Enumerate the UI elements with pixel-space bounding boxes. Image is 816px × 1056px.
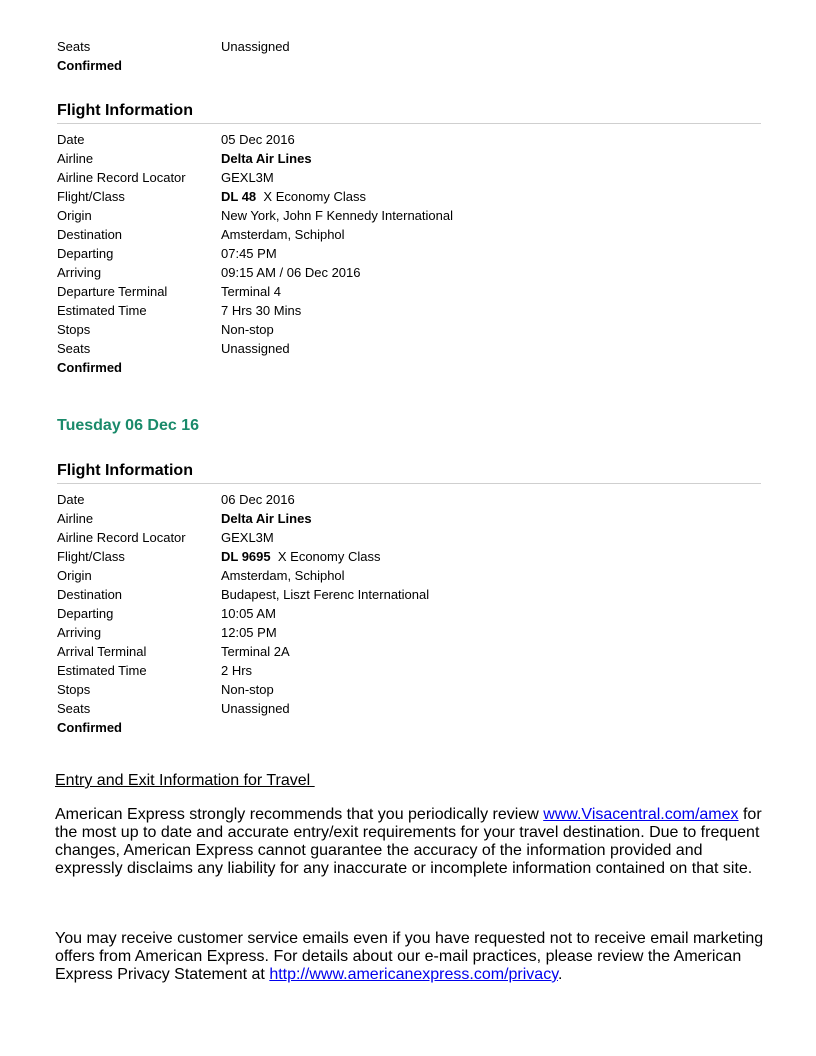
destination-label: Destination	[57, 587, 123, 602]
entry-exit-heading: Entry and Exit Information for Travel	[55, 772, 315, 789]
terminal-row	[57, 282, 761, 301]
departing-row	[57, 244, 761, 263]
arriving-value: 09:15 AM / 06 Dec 2016	[221, 265, 361, 280]
confirmed-status: Confirmed	[57, 360, 122, 375]
arriving-label: Arriving	[57, 265, 102, 280]
origin-value: Amsterdam, Schiphol	[221, 568, 345, 583]
flight-class-label: Flight/Class	[57, 549, 125, 564]
departing-label: Departing	[57, 246, 114, 261]
airline-label: Airline	[57, 511, 94, 526]
record-locator-row	[57, 168, 761, 187]
date-label: Date	[57, 492, 85, 507]
stops-value: Non-stop	[221, 322, 274, 337]
terminal-value: Terminal 4	[221, 284, 281, 299]
origin-row	[57, 566, 761, 585]
flight-class-value	[221, 547, 380, 566]
privacy-paragraph	[55, 930, 765, 984]
departing-value: 07:45 PM	[221, 246, 277, 261]
terminal-label: Arrival Terminal	[57, 644, 147, 659]
previous-flight-tail	[57, 37, 761, 75]
estimated-time-label: Estimated Time	[57, 303, 147, 318]
flight-class-row	[57, 187, 761, 206]
seats-label: Seats	[57, 39, 91, 54]
seats-row	[57, 37, 761, 56]
estimated-time-row	[57, 301, 761, 320]
privacy-link[interactable]: http://www.americanexpress.com/privacy	[269, 966, 558, 983]
flight-number: DL 9695	[221, 549, 271, 564]
destination-value: Amsterdam, Schiphol	[221, 227, 345, 242]
arriving-row	[57, 263, 761, 282]
flight-class-value	[221, 187, 366, 206]
record-locator-value: GEXL3M	[221, 170, 274, 185]
origin-label: Origin	[57, 568, 92, 583]
privacy-text-start: You may receive customer service emails even if you have requested not to receive email marketing offers from American Express. For details about our e-mail practices, please review the American Express Privacy Statement at	[55, 930, 764, 983]
departing-value: 10:05 AM	[221, 606, 276, 621]
origin-label: Origin	[57, 208, 92, 223]
stops-row	[57, 680, 761, 699]
flight-class-label: Flight/Class	[57, 189, 125, 204]
estimated-time-label: Estimated Time	[57, 663, 147, 678]
destination-row	[57, 585, 761, 604]
estimated-time-value: 7 Hrs 30 Mins	[221, 303, 302, 318]
stops-label: Stops	[57, 322, 91, 337]
airline-label: Airline	[57, 151, 94, 166]
flight-class-row	[57, 547, 761, 566]
day-heading: Tuesday 06 Dec 16	[57, 417, 200, 434]
arriving-label: Arriving	[57, 625, 102, 640]
seats-row	[57, 699, 761, 718]
flight-information-1	[57, 101, 761, 377]
seats-value: Unassigned	[221, 341, 290, 356]
terminal-label: Departure Terminal	[57, 284, 168, 299]
arriving-row	[57, 623, 761, 642]
stops-label: Stops	[57, 682, 91, 697]
stops-row	[57, 320, 761, 339]
record-locator-label: Airline Record Locator	[57, 170, 186, 185]
departing-row	[57, 604, 761, 623]
seats-value: Unassigned	[221, 701, 290, 716]
seats-label: Seats	[57, 701, 91, 716]
record-locator-label: Airline Record Locator	[57, 530, 186, 545]
terminal-row	[57, 642, 761, 661]
confirmed-status: Confirmed	[57, 720, 122, 735]
flight-number: DL 48	[221, 189, 257, 204]
estimated-time-row	[57, 661, 761, 680]
origin-value: New York, John F Kennedy International	[221, 208, 453, 223]
section-title: Flight Information	[57, 461, 761, 484]
date-row	[57, 130, 761, 149]
estimated-time-value: 2 Hrs	[221, 663, 253, 678]
entry-exit-paragraph	[55, 806, 765, 878]
entry-exit-text-end: for the most up to date and accurate entry/exit requirements for your travel destination. Due to frequent changes, American Express cannot guarantee the accuracy of the information provided and expressly disclaims any liability for any inaccurate or incomplete information contained on that site.	[55, 806, 762, 877]
stops-value: Non-stop	[221, 682, 274, 697]
airline-row	[57, 509, 761, 528]
cabin-class: X Economy Class	[263, 189, 366, 204]
section-title: Flight Information	[57, 101, 761, 124]
date-value: 06 Dec 2016	[221, 492, 295, 507]
destination-value: Budapest, Liszt Ferenc International	[221, 587, 430, 602]
destination-label: Destination	[57, 227, 123, 242]
entry-exit-text-start: American Express strongly recommends that you periodically review	[55, 806, 544, 823]
seats-value: Unassigned	[221, 39, 290, 54]
record-locator-row	[57, 528, 761, 547]
seats-row	[57, 339, 761, 358]
airline-row	[57, 149, 761, 168]
terminal-value: Terminal 2A	[221, 644, 290, 659]
confirmed-status: Confirmed	[57, 58, 122, 73]
departing-label: Departing	[57, 606, 114, 621]
record-locator-value: GEXL3M	[221, 530, 274, 545]
cabin-class: X Economy Class	[277, 549, 381, 564]
origin-row	[57, 206, 761, 225]
airline-value: Delta Air Lines	[221, 511, 312, 526]
date-label: Date	[57, 132, 85, 147]
privacy-text-end: .	[558, 966, 563, 983]
date-value: 05 Dec 2016	[221, 132, 295, 147]
flight-information-2	[57, 461, 761, 737]
visacentral-link[interactable]: www.Visacentral.com/amex	[543, 806, 739, 823]
destination-row	[57, 225, 761, 244]
airline-value: Delta Air Lines	[221, 151, 312, 166]
date-row	[57, 490, 761, 509]
seats-label: Seats	[57, 341, 91, 356]
arriving-value: 12:05 PM	[221, 625, 277, 640]
